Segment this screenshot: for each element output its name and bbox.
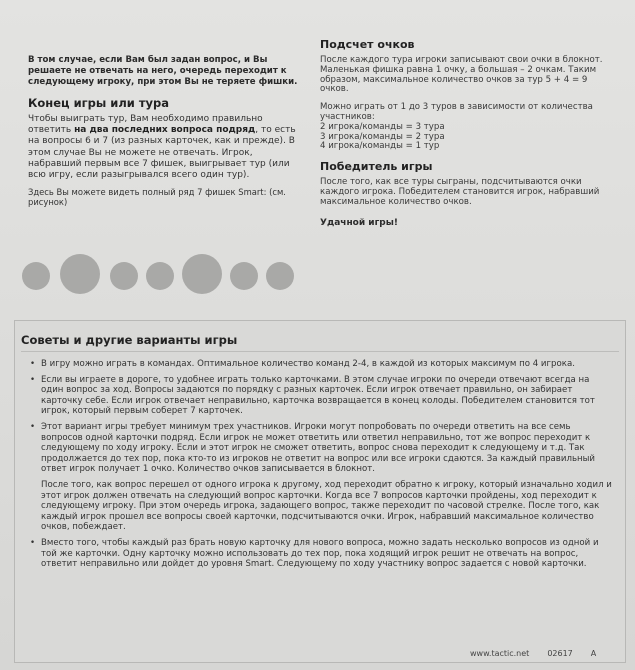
tip-item: • Вместо того, чтобы каждый раз брать новую карточку для нового вопроса, можно задать несколько вопросов из одной и той же карточки. Одну карточку можно использовать до тех пор, пока ходящий игрок решит не отвечать на вопрос, ответит неправильно или дойдет до уровня Smart. Следующему по ходу участнику вопрос задается с новой карточки. (29, 538, 614, 570)
end-of-game-heading: Конец игры или тура (28, 96, 169, 110)
scoring-heading: Подсчет очков (320, 38, 415, 51)
tips-list (29, 359, 614, 575)
good-luck-text: Удачной игры! (320, 217, 398, 228)
right-column (320, 38, 605, 228)
chip-small (266, 262, 294, 290)
tip-continuation: После того, как вопрос перешел от одного игрока к другому, ход переходит обратно к игроку, который изначально ходил и этот игрок должен отвечать на следующий вопрос карточки. Когда все 7 вопросов карточки пройдены, ход переходит к следующему игроку. При этом очередь игрока, задающего вопрос, также переходит по часовой стрелке. После того, как каждый игрок прошел все вопросы своей карточки, подсчитываются очки. Игрок, набравший максимальное количество очков, побеждает. (41, 479, 612, 533)
chip-small (146, 262, 174, 290)
tip-item: • Если вы играете в дороге, то удобнее играть только карточками. В этом случае игроки по очереди отвечают всегда на один вопрос за ход. Вопросы задаются по порядку с разных карточек. Если игрок отвечает правильно, он забирает карточку себе. Если игрок отвечает неправильно, карточка возвращается в конец колоды. Победителем становится тот игрок, который первым соберет 7 карточек. (29, 375, 614, 417)
tips-heading: Советы и другие варианты игры (21, 333, 238, 347)
chip-small (230, 262, 258, 290)
chip-large (182, 254, 222, 294)
chip-large (60, 254, 100, 294)
smart-chips-row (22, 250, 312, 294)
smart-row-caption: Здесь Вы можете видеть полный ряд 7 фишек Smart: (см. рисунок) (28, 187, 286, 208)
intro-text: В том случае, если Вам был задан вопрос, и Вы решаете не отвечать на него, очередь переходит к следующему игроку, при этом Вы не теряете фишки. (28, 55, 298, 87)
version-letter: A (590, 649, 597, 658)
footer (470, 649, 614, 658)
winner-paragraph: После того, как все туры сыграны, подсчитываются очки каждого игрока. Победителем становится игрок, набравший максимальное количество очков. (320, 177, 600, 207)
tips-box (14, 320, 626, 663)
end-of-game-paragraph: Чтобы выиграть тур, Вам необходимо правильно ответить на два последних вопроса подряд, то есть на вопросы 6 и 7 (из разных карточек, как и прежде). В этом случае Вы не можете не отвечать. Игрок, набравший первым все 7 фишек, выигрывает тур (или всю игру, если разыгрывался всего один тур). (28, 114, 296, 181)
tip-item: • Этот вариант игры требует минимум трех участников. Игроки могут попробовать по очереди ответить на все семь вопросов одной карточки подряд. Если игрок не может ответить или ответил неправильно, тот же вопрос переходит к следующему по ходу игроку. Если и этот игрок не сможет ответить, вопрос снова переходит к следующему и т.д. Так продолжается до тех пор, пока кто-то из игроков не ответит на вопрос или все игроки сдаются. За каждый правильный ответ игрок получает 1 очко. Количество очков записывается в блокнот. (29, 422, 614, 475)
product-code: 02617 (547, 649, 573, 658)
tip-item: • В игру можно играть в командах. Оптимальное количество команд 2-4, в каждой из которых максимум по 4 игрока. (29, 359, 614, 370)
website-text: www.tactic.net (470, 649, 530, 658)
chip-small (110, 262, 138, 290)
chip-small (22, 262, 50, 290)
divider (21, 351, 619, 352)
scoring-paragraph: После каждого тура игроки записывают свои очки в блокнот. Маленькая фишка равна 1 очку, а большая – 2 очкам. Таким образом, максимальное количество очков за тур 5 + 4 = 9 очков. (320, 55, 603, 95)
winner-heading: Победитель игры (320, 160, 433, 174)
left-column (22, 55, 304, 213)
rounds-paragraph: Можно играть от 1 до 3 туров в зависимости от количества участников: 2 игрока/команды = 3 тура 3 игрока/команды = 2 тура 4 игрока/команды = 1 тур (320, 102, 593, 152)
